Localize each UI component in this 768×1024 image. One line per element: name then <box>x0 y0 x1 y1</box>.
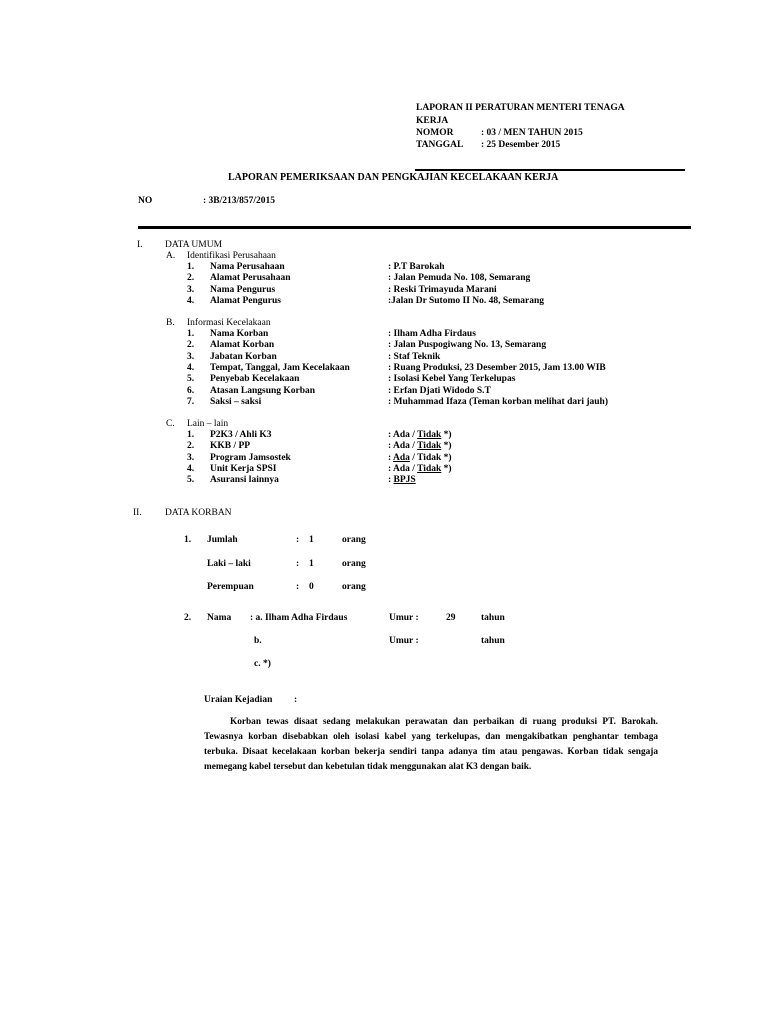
row-c-pre: : Ada / <box>388 430 418 440</box>
jumlah-label: Laki – laki <box>207 558 251 569</box>
jumlah-colon: : <box>296 535 300 545</box>
row-c-label: P2K3 / Ahli K3 <box>210 430 272 440</box>
row-c-opt2: Tidak <box>417 441 442 452</box>
row-c-value <box>388 441 452 451</box>
row-a-num: 1. <box>187 262 195 272</box>
row-c-num: 1. <box>187 430 195 440</box>
row-c-post: *) <box>441 430 452 440</box>
section2-title: DATA KORBAN <box>165 508 232 518</box>
section1-num: I. <box>137 240 143 250</box>
nama-c: c. *) <box>254 659 271 669</box>
no-label: NO <box>138 196 153 206</box>
umur-a-value: 29 <box>446 613 456 623</box>
row-a-label: Alamat Perusahaan <box>210 273 291 284</box>
row-a-label: Alamat Pengurus <box>210 295 281 306</box>
jumlah-value: 0 <box>309 582 314 592</box>
uraian-colon: : <box>294 695 298 705</box>
row-a-label: Nama Perusahaan <box>210 262 285 272</box>
row-c-opt2: Tidak <box>417 463 442 474</box>
row-b-num: 5. <box>187 374 195 385</box>
header-rule <box>415 169 685 171</box>
header-tanggal-value: : 25 Desember 2015 <box>481 140 561 150</box>
section-c-letter: C. <box>166 419 175 429</box>
row-c-num: 5. <box>187 475 195 486</box>
jumlah-unit: orang <box>342 558 366 569</box>
row-b-value: : Muhammad Ifaza (Teman korban melihat dari jauh) <box>388 396 609 407</box>
section2-num: II. <box>133 508 142 518</box>
row-c-value <box>388 464 452 474</box>
tahun-b: tahun <box>481 636 505 646</box>
tahun-a: tahun <box>481 613 505 623</box>
jumlah-unit: orang <box>342 535 366 545</box>
nama-b: b. <box>254 636 262 646</box>
row-a-num: 2. <box>187 273 195 284</box>
jumlah-value: 1 <box>309 558 314 569</box>
row-b-label: Jabatan Korban <box>210 351 277 362</box>
jumlah-unit: orang <box>342 582 366 592</box>
jumlah-colon: : <box>296 558 300 569</box>
row-c-value <box>388 430 452 440</box>
row-b-num: 6. <box>187 385 195 396</box>
row-b-num: 7. <box>187 396 195 407</box>
nama-a: : a. Ilham Adha Firdaus <box>250 613 348 623</box>
row-b-label: Tempat, Tanggal, Jam Kecelakaan <box>210 362 350 373</box>
section-a-letter: A. <box>166 251 176 261</box>
row-a-value: : Reski Trimayuda Marani <box>388 284 497 295</box>
row-a-value: : Jalan Pemuda No. 108, Semarang <box>388 273 531 284</box>
jumlah-colon: : <box>296 582 300 592</box>
section1-title: DATA UMUM <box>165 240 223 250</box>
row-b-label: Penyebab Kecelakaan <box>210 374 300 385</box>
section-b-letter: B. <box>166 318 175 328</box>
header-title-line1: LAPORAN II PERATURAN MENTERI TENAGA <box>416 103 625 113</box>
row-b-value: : Ruang Produksi, 23 Desember 2015, Jam 13.00 WIB <box>388 362 606 373</box>
row-c-value <box>388 475 416 485</box>
row-c-pre: : <box>388 475 394 486</box>
row-c-label: Program Jamsostek <box>210 452 291 463</box>
row-b-num: 1. <box>187 329 195 339</box>
section-b-title: Informasi Kecelakaan <box>187 318 271 328</box>
row-b-label: Alamat Korban <box>210 340 275 351</box>
row-c-post: *) <box>441 441 452 452</box>
header-nomor-value: : 03 / MEN TAHUN 2015 <box>481 128 583 138</box>
header-nomor-label: NOMOR <box>416 128 454 138</box>
row-c-pre: : <box>388 452 394 463</box>
row-b-label: Atasan Langsung Korban <box>210 385 316 396</box>
header-title-line2: KERJA <box>416 116 449 126</box>
row-a-num: 4. <box>187 295 195 306</box>
row-c-opt1: Ada <box>393 452 410 463</box>
row-c-label: Asuransi lainnya <box>210 475 279 486</box>
row-c-mid: / Tidak *) <box>409 452 452 463</box>
row-b-num: 3. <box>187 351 195 362</box>
row-c-value <box>388 453 452 463</box>
row-c-pre: : Ada / <box>388 463 418 474</box>
row-b-num: 4. <box>187 362 195 373</box>
row-c-pre: : Ada / <box>388 441 418 452</box>
row-b-value: : Ilham Adha Firdaus <box>388 329 476 339</box>
no-value: : 3B/213/857/2015 <box>203 196 276 206</box>
row-c-num: 4. <box>187 463 195 474</box>
row-c-opt2: Tidak <box>417 430 442 440</box>
jumlah-num: 1. <box>184 535 192 545</box>
section-c-title: Lain – lain <box>187 419 229 429</box>
section-a-title: Identifikasi Perusahaan <box>187 251 276 261</box>
row-c-num: 2. <box>187 441 195 452</box>
jumlah-label: Perempuan <box>207 582 254 592</box>
row-a-value: :Jalan Dr Sutomo II No. 48, Semarang <box>388 295 545 306</box>
doc-title: LAPORAN PEMERIKSAAN DAN PENGKAJIAN KECELAKAAN KERJA <box>228 172 559 183</box>
uraian-text: Korban tewas disaat sedang melakukan perawatan dan perbaikan di ruang produksi PT. Barokah. Tewasnya korban disebabkan oleh isolasi kabel yang terkelupas, dan mengakibatkan penghantar tembaga terbuka. Disaat kecelakaan korban bekerja sendiri tanpa adanya tim atau pengawas. Korban tidak sengaja memegang kabel tersebut dan kebetulan tidak menggunakan alat K3 dengan baik. <box>204 717 658 772</box>
uraian-label: Uraian Kejadian <box>204 695 273 705</box>
row-b-value: : Isolasi Kebel Yang Terkelupas <box>388 374 516 385</box>
row-b-value: : Erfan Djati Widodo S.T <box>388 385 491 396</box>
umur-a-label: Umur : <box>389 613 419 623</box>
header-tanggal-label: TANGGAL <box>416 140 464 150</box>
row-b-label: Nama Korban <box>210 329 269 339</box>
row-c-opt1: BPJS <box>393 475 416 486</box>
nama-num: 2. <box>184 613 192 623</box>
row-c-num: 3. <box>187 452 195 463</box>
row-c-label: Unit Kerja SPSI <box>210 463 277 474</box>
row-c-label: KKB / PP <box>210 441 251 452</box>
row-b-num: 2. <box>187 340 195 351</box>
umur-b-label: Umur : <box>389 636 419 646</box>
jumlah-value: 1 <box>309 535 314 545</box>
row-c-post: *) <box>441 463 452 474</box>
row-b-label: Saksi – saksi <box>210 396 262 407</box>
jumlah-label: Jumlah <box>207 535 238 545</box>
row-b-value: : Staf Teknik <box>388 351 441 362</box>
nama-label: Nama <box>207 613 232 623</box>
row-a-value: : P.T Barokah <box>388 262 445 272</box>
row-a-num: 3. <box>187 284 195 295</box>
row-a-label: Nama Pengurus <box>210 284 276 295</box>
main-rule <box>138 226 691 229</box>
row-b-value: : Jalan Puspogiwang No. 13, Semarang <box>388 340 547 351</box>
